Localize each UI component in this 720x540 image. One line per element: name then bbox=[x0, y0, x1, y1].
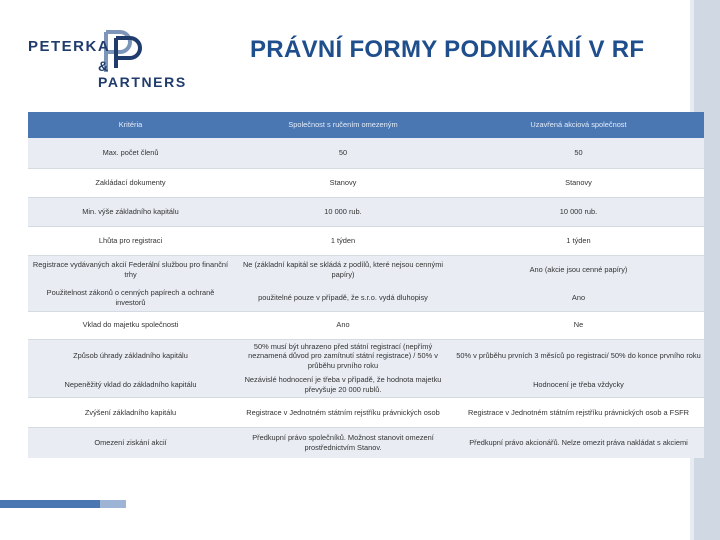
header-sro: Společnost s ručením omezeným bbox=[233, 112, 453, 138]
header-zao: Uzavřená akciová společnost bbox=[453, 112, 704, 138]
row-label: Způsob úhrady základního kapitálu bbox=[28, 339, 233, 373]
header-criteria: Kritéria bbox=[28, 112, 233, 138]
table-row bbox=[28, 138, 704, 168]
cell-sro: 50% musí být uhrazeno před státní registrací (nepřímý neznamená důvod pro zamítnutí státní registrace) / 50% v průběhu prvního roku bbox=[233, 339, 453, 373]
row-label: Min. výše základního kapitálu bbox=[28, 197, 233, 226]
row-label: Lhůta pro registraci bbox=[28, 226, 233, 255]
table-row bbox=[28, 398, 704, 428]
cell-sro: 50 bbox=[233, 138, 453, 168]
footer-accent-bar bbox=[0, 500, 100, 508]
row-label: Zakládací dokumenty bbox=[28, 168, 233, 197]
row-label: Max. počet členů bbox=[28, 138, 233, 168]
cell-sro: Ne (základní kapitál se skládá z podílů, které nejsou cennými papíry) bbox=[233, 255, 453, 285]
table-row bbox=[28, 197, 704, 226]
cell-zao: 50% v průběhu prvních 3 měsíců po registraci/ 50% do konce prvního roku bbox=[453, 339, 704, 373]
row-label: Zvýšení základního kapitálu bbox=[28, 398, 233, 428]
cell-zao: Hodnocení je třeba vždycky bbox=[453, 373, 704, 397]
cell-sro: Nezávislé hodnocení je třeba v případě, že hodnota majetku převyšuje 20 000 rublů. bbox=[233, 373, 453, 397]
cell-sro: Registrace v Jednotném státním rejstříku právnických osob bbox=[233, 398, 453, 428]
page-title: PRÁVNÍ FORMY PODNIKÁNÍ V RF bbox=[250, 36, 645, 63]
table-row bbox=[28, 373, 704, 397]
cell-sro: 1 týden bbox=[233, 226, 453, 255]
logo-text-peterka: PETERKA bbox=[28, 38, 111, 55]
cell-zao: Ne bbox=[453, 311, 704, 339]
table-row bbox=[28, 339, 704, 373]
cell-zao: Ano bbox=[453, 285, 704, 311]
footer-accent-bar-light bbox=[100, 500, 126, 508]
cell-sro: Stanovy bbox=[233, 168, 453, 197]
cell-zao: 50 bbox=[453, 138, 704, 168]
logo-text-partners: & PARTNERS bbox=[98, 58, 187, 90]
table-row bbox=[28, 428, 704, 458]
row-label: Vklad do majetku společnosti bbox=[28, 311, 233, 339]
cell-sro: použitelné pouze v případě, že s.r.o. vydá dluhopisy bbox=[233, 285, 453, 311]
table-row bbox=[28, 226, 704, 255]
cell-sro: Předkupní právo společníků. Možnost stanovit omezení prostřednictvím Stanov. bbox=[233, 428, 453, 458]
comparison-table bbox=[28, 112, 704, 458]
cell-sro: 10 000 rub. bbox=[233, 197, 453, 226]
cell-zao: Registrace v Jednotném státním rejstříku právnických osob a FSFR bbox=[453, 398, 704, 428]
row-label: Registrace vydávaných akcií Federální službou pro finanční trhy bbox=[28, 255, 233, 285]
row-label: Použitelnost zákonů o cenných papírech a ochraně investorů bbox=[28, 285, 233, 311]
cell-sro: Ano bbox=[233, 311, 453, 339]
company-logo bbox=[28, 28, 203, 90]
table-row bbox=[28, 285, 704, 311]
table-row bbox=[28, 255, 704, 285]
cell-zao: Stanovy bbox=[453, 168, 704, 197]
cell-zao: Ano (akcie jsou cenné papíry) bbox=[453, 255, 704, 285]
cell-zao: Předkupní právo akcionářů. Nelze omezit práva nakládat s akciemi bbox=[453, 428, 704, 458]
row-label: Omezení ziskání akcií bbox=[28, 428, 233, 458]
table-row bbox=[28, 168, 704, 197]
row-label: Nepeněžitý vklad do základního kapitálu bbox=[28, 373, 233, 397]
table-header-row bbox=[28, 112, 704, 138]
cell-zao: 1 týden bbox=[453, 226, 704, 255]
cell-zao: 10 000 rub. bbox=[453, 197, 704, 226]
table-row bbox=[28, 311, 704, 339]
